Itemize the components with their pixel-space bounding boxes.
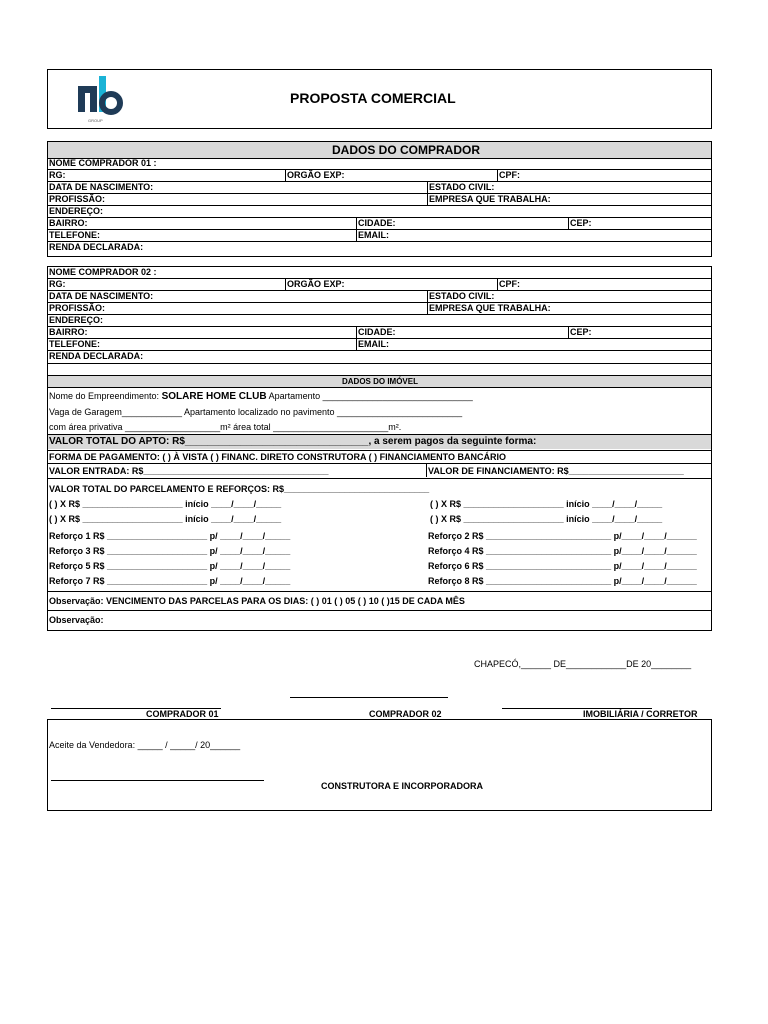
buyer2-civil-label: ESTADO CIVIL: bbox=[429, 291, 495, 301]
financing-value-line: VALOR DE FINANCIAMENTO: R$_______________________ bbox=[428, 466, 684, 476]
buyer2-city-label: CIDADE: bbox=[358, 327, 396, 337]
parcel-right-2: ( ) X R$ ____________________ início ____/____/_____ bbox=[430, 514, 663, 524]
buyer2-name-label: NOME COMPRADOR 02 : bbox=[49, 267, 157, 277]
entry-value-line: VALOR ENTRADA: R$_____________________________________ bbox=[49, 466, 329, 476]
seller-box bbox=[47, 719, 712, 811]
parcel-left-1: ( ) X R$ ____________________ início ____/____/_____ bbox=[49, 499, 282, 509]
buyer1-address-label: ENDEREÇO: bbox=[49, 206, 104, 216]
reinforcement-5: Reforço 5 R$ ____________________ p/ ____/____/_____ bbox=[49, 561, 291, 571]
buyer1-cpf-label: CPF: bbox=[499, 170, 520, 180]
buyer1-rg-label: RG: bbox=[49, 170, 66, 180]
buyer1-signature-label: COMPRADOR 01 bbox=[146, 709, 219, 719]
buyer2-phone-label: TELEFONE: bbox=[49, 339, 100, 349]
company-logo bbox=[70, 72, 126, 124]
parcel-left-2: ( ) X R$ ____________________ início ____/____/_____ bbox=[49, 514, 282, 524]
buyer1-district-label: BAIRRO: bbox=[49, 218, 88, 228]
buyer2-income-label: RENDA DECLARADA: bbox=[49, 351, 144, 361]
buyer2-district-label: BAIRRO: bbox=[49, 327, 88, 337]
buyer1-birth-label: DATA DE NASCIMENTO: bbox=[49, 182, 154, 192]
signature-line-company bbox=[51, 780, 264, 781]
reinforcement-8: Reforço 8 R$ _________________________ p/____/____/______ bbox=[428, 576, 697, 586]
reinforcement-2: Reforço 2 R$ _________________________ p/____/____/______ bbox=[428, 531, 697, 541]
agent-signature-label: IMOBILIÁRIA / CORRETOR bbox=[583, 709, 698, 719]
reinforcement-6: Reforço 6 R$ _________________________ p/____/____/______ bbox=[428, 561, 697, 571]
buyer1-income-label: RENDA DECLARADA: bbox=[49, 242, 144, 252]
buyer2-cep-label: CEP: bbox=[570, 327, 592, 337]
buyer-section-title: DADOS DO COMPRADOR bbox=[331, 143, 480, 157]
buyer1-phone-label: TELEFONE: bbox=[49, 230, 100, 240]
buyer2-cpf-label: CPF: bbox=[499, 279, 520, 289]
parcel-right-1: ( ) X R$ ____________________ início ____/____/_____ bbox=[430, 499, 663, 509]
buyer2-orgao-label: ORGÃO EXP: bbox=[287, 279, 345, 289]
property-line-1: Nome do Empreendimento: SOLARE HOME CLUB Apartamento ______________________________ bbox=[49, 391, 473, 402]
seller-accept-line: Aceite da Vendedora: _____ / _____/ 20______ bbox=[49, 740, 241, 750]
buyer2-signature-label: COMPRADOR 02 bbox=[369, 709, 442, 719]
buyer1-civil-label: ESTADO CIVIL: bbox=[429, 182, 495, 192]
buyer2-rg-label: RG: bbox=[49, 279, 66, 289]
observation-free: Observação: bbox=[49, 615, 104, 625]
buyer1-orgao-label: ORGÃO EXP: bbox=[287, 170, 345, 180]
buyer2-email-label: EMAIL: bbox=[358, 339, 389, 349]
logo-icon bbox=[70, 72, 126, 124]
place-date-line: CHAPECÓ,______ DE____________DE 20________ bbox=[474, 659, 692, 669]
property-line-2: Vaga de Garagem____________ Apartamento localizado no pavimento _________________________ bbox=[49, 407, 463, 417]
buyer1-city-label: CIDADE: bbox=[358, 218, 396, 228]
buyer2-birth-label: DATA DE NASCIMENTO: bbox=[49, 291, 154, 301]
signature-line-buyer2 bbox=[290, 697, 448, 698]
development-name: SOLARE HOME CLUB bbox=[161, 391, 267, 402]
buyer2-address-label: ENDEREÇO: bbox=[49, 315, 104, 325]
page-title: PROPOSTA COMERCIAL bbox=[290, 90, 456, 106]
payment-form-line: FORMA DE PAGAMENTO: ( ) À VISTA ( ) FINANC. DIRETO CONSTRUTORA ( ) FINANCIAMENTO BANCÁRIO bbox=[49, 452, 506, 462]
property-section-title: DADOS DO IMÓVEL bbox=[341, 377, 418, 386]
reinforcement-4: Reforço 4 R$ _________________________ p/____/____/______ bbox=[428, 546, 697, 556]
reinforcement-7: Reforço 7 R$ ____________________ p/ ____/____/_____ bbox=[49, 576, 291, 586]
company-signature-label: CONSTRUTORA E INCORPORADORA bbox=[321, 781, 484, 791]
buyer1-company-label: EMPRESA QUE TRABALHA: bbox=[429, 194, 551, 204]
property-line-3: com área privativa ___________________m² área total _______________________m². bbox=[49, 422, 402, 432]
svg-text:GROUP: GROUP bbox=[88, 118, 103, 123]
total-value-line: VALOR TOTAL DO APTO: R$_________________________________, a serem pagos da seguinte forma: bbox=[49, 436, 537, 447]
buyer2-profession-label: PROFISSÃO: bbox=[49, 303, 106, 313]
installments-total-line: VALOR TOTAL DO PARCELAMENTO E REFORÇOS: R$_____________________________ bbox=[49, 484, 430, 494]
buyer2-company-label: EMPRESA QUE TRABALHA: bbox=[429, 303, 551, 313]
observation-due-days: Observação: VENCIMENTO DAS PARCELAS PARA OS DIAS: ( ) 01 ( ) 05 ( ) 10 ( )15 DE CADA MÊS bbox=[49, 596, 465, 606]
buyer1-email-label: EMAIL: bbox=[358, 230, 389, 240]
buyer1-name-label: NOME COMPRADOR 01 : bbox=[49, 158, 157, 168]
buyer1-profession-label: PROFISSÃO: bbox=[49, 194, 106, 204]
buyer1-cep-label: CEP: bbox=[570, 218, 592, 228]
reinforcement-3: Reforço 3 R$ ____________________ p/ ____/____/_____ bbox=[49, 546, 291, 556]
reinforcement-1: Reforço 1 R$ ____________________ p/ ____/____/_____ bbox=[49, 531, 291, 541]
